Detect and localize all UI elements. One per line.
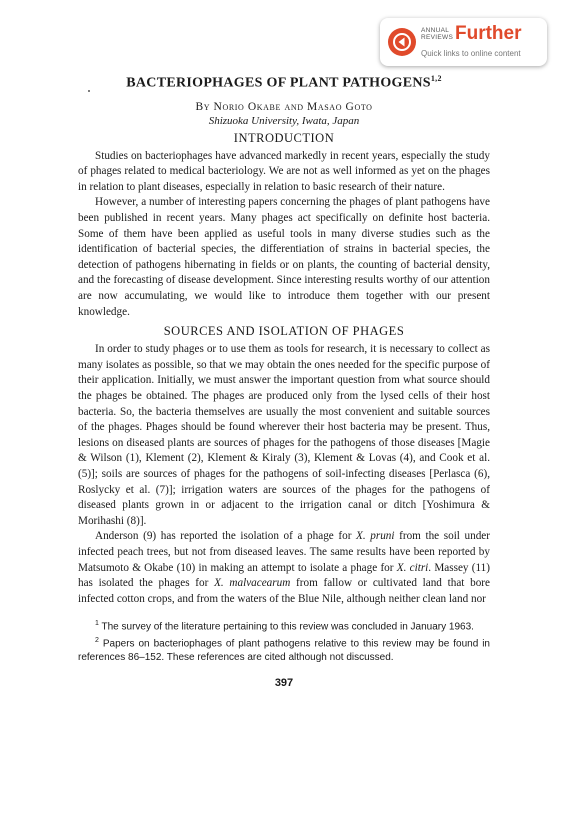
species-name: X. pruni [356, 530, 395, 543]
badge-subtitle: Quick links to online content [421, 49, 521, 58]
paragraph: However, a number of interesting papers concerning the phages of plant pathogens have been published in recent years. Many phages act specifically on definite host bacteria. Some of them have been applied as useful tools in many diverse studies such as the identification of bacterial species, the differentiation of strains in bacterial species, the detection of pathogens hibernating in fields or on plants, the counting of bacterial density, and the forecasting of disease development. Since interesting results worthy of our attention are now accumulating, we would like to introduce them together with our present knowledge. [78, 196, 490, 318]
species-name: X. citri [396, 561, 429, 574]
article-title: BACTERIOPHAGES OF PLANT PATHOGENS$^{1,2}$ [126, 74, 442, 91]
authors: By Norio Okabe and Masao Goto [195, 100, 373, 113]
footnote-1: $^1$ The survey of the literature pertaining to this review was concluded in January 1963. [95, 620, 474, 633]
footnotes [78, 617, 490, 664]
footnote-2: $^2$ Papers on bacteriophages of plant pathogens relative to this review may be found in references 86–152. These references are cited although not discussed. [78, 637, 490, 663]
section-heading-sources: SOURCES AND ISOLATION OF PHAGES [163, 324, 405, 339]
annual-reviews-further-badge[interactable] [380, 18, 547, 66]
paragraph: In order to study phages or to use them as tools for research, it is necessary to collect as many isolates as possible, so that we may obtain the ones needed for the specific purpose of their application. Initially, we must answer the important question from what source should the phages be obtained. The phages are produced only from the lysed cells of their host bacteria. So, the bacteria themselves are usually the most convenient and suitable sources of the phages. Phages should be found wherever their host bacteria may be present. Thus, lesions on diseased plants are sources of phages for the pathogens of those diseases [Magie & Wilson (1), Klement (2), Klement & Kiraly (3), Klement & Lovas (4), and Cook et al. (5)]; soils are sources of phages for the pathogens of soil-infecting diseases [Perlasca (6), Roslycky et al. (7)]; irrigation waters are sources of the phages for the pathogens of diseased plants grown in or adjacent to the irrigation canal or ditch [Yoshimura & Morihashi (8)]. [78, 343, 490, 527]
title-footnote-marks: 1,2 [430, 74, 442, 83]
article-page [78, 70, 490, 689]
affiliation: Shizuoka University, Iwata, Japan [208, 114, 360, 127]
paragraph: Studies on bacteriophages have advanced markedly in recent years, especially the study of phages related to medical bacteriology. We are not as well informed as yet on the phages in relation to plant diseases, especially in relation to basic research of their nature. [78, 149, 490, 193]
badge-further-label: Further [455, 23, 522, 44]
paragraph: Anderson (9) has reported the isolation of a phage for X. pruni from the soil under infected peach trees, but not from diseased leaves. The same results have been reported by Matsumoto & Okabe (10) in making an attempt to isolate a phage for X. citri. Massey (11) has isolated the phages for X. malvacearum from fallow or cultivated land that bore infected cotton crops, and from the waters of the Blue Nile, although neither clean land nor [78, 530, 490, 605]
badge-annual-reviews-label: ANNUAL REVIEWS [421, 27, 454, 41]
page-number: 397 [274, 677, 294, 690]
species-name: X. malvacearum [214, 577, 291, 590]
section-heading-introduction: INTRODUCTION [233, 130, 335, 145]
play-back-icon [388, 28, 416, 56]
